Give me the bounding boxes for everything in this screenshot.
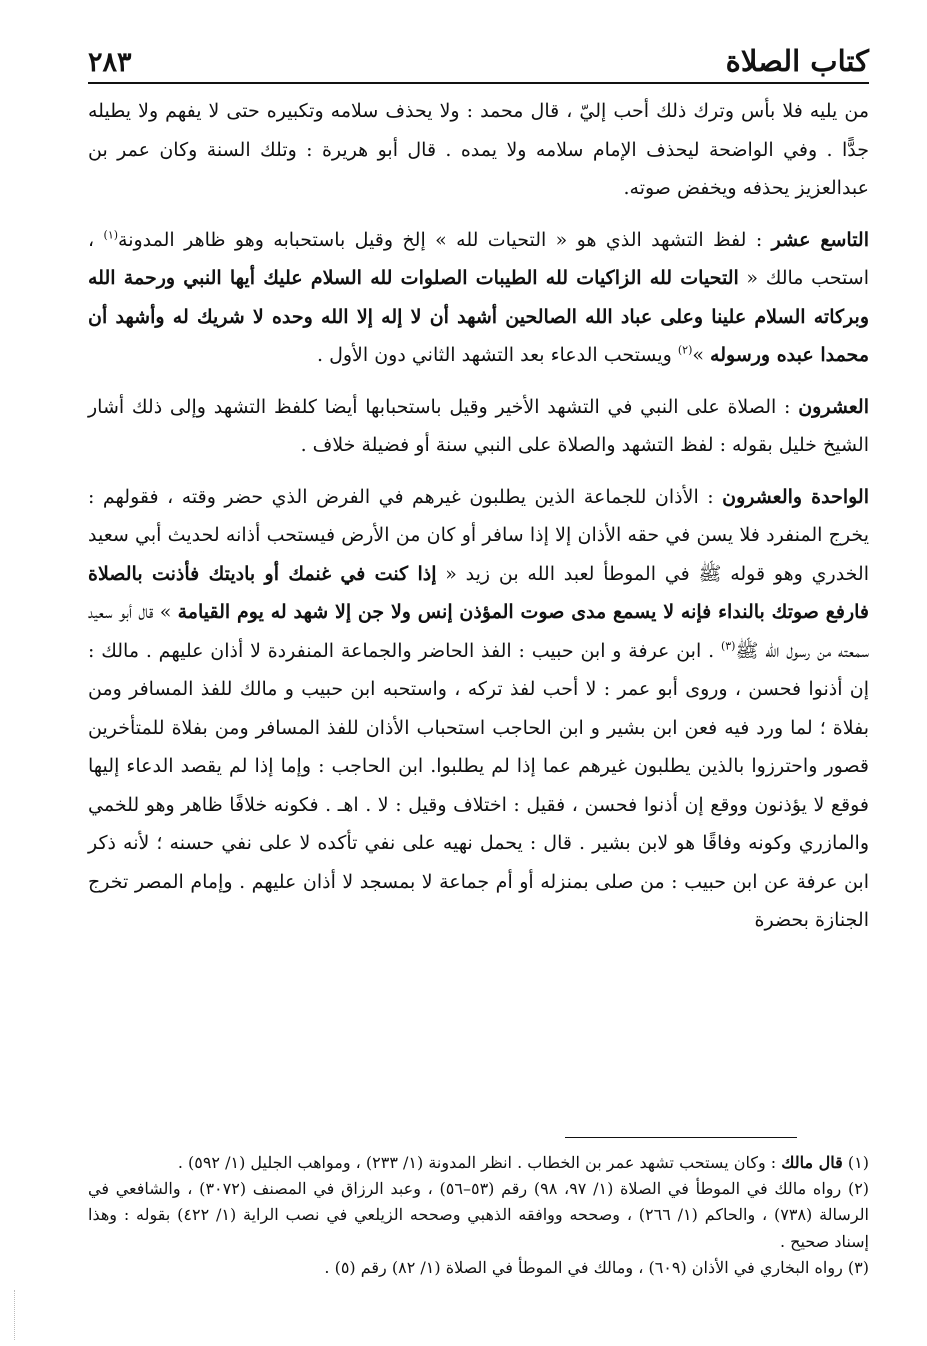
footnote-lead: قال مالك xyxy=(781,1153,843,1172)
footnote-number: (١) xyxy=(847,1153,869,1172)
footnote-ref: (٣) xyxy=(720,639,736,653)
footnote-text: : وكان يستحب تشهد عمر بن الخطاب . انظر المدونة (١/ ٢٣٣) ، ومواهب الجليل (١/ ٥٩٢) . xyxy=(177,1153,782,1172)
paragraph-twentieth xyxy=(88,388,869,465)
paragraph-text: » xyxy=(692,344,711,366)
paragraph-twenty-first xyxy=(88,478,869,940)
footnote-separator xyxy=(565,1137,797,1138)
tashahhud-text: التحيات لله الزاكيات لله الطيبات الصلوات لله السلام عليك أيها النبي ورحمة الله وبركاته السلام علينا وعلى عباد الله الصالحين أشهد أن لا إله إلا الله وحده لا شريك له وأشهد أن محمدا عبده ورسوله xyxy=(88,267,869,366)
footnote-number: (٣) xyxy=(847,1257,869,1277)
footnote-ref: (٢) xyxy=(677,343,693,357)
footnote-text: رواه البخاري في الأذان (٦٠٩) ، ومالك في الموطأ في الصلاة (١/ ٨٢) رقم (٥) . xyxy=(324,1257,843,1277)
paragraph-text: . ابن عرفة و ابن حبيب : الفذ الحاضر والجماعة المنفردة لا أذان عليهم . مالك : إن أذنوا فحسن ، وروى أبو عمر : لا أحب لفذ تركه ، واستحبه ابن حبيب و مالك للفذ المسافر ومن بفلاة ؛ لما ورد فيه فعن ابن بشير و ابن الحاجب استحباب الأذان للفذ المسافر ومن بفلاة للمتأخرين قصور واحترزوا بالذين يطلبون غيرهم عما إذا لم يطلبوا. ابن الحاجب : وإما إذا لم يقصد الدعاء إليها فوقع لا يؤذنون ووقع إن أذنوا فحسن ، فقيل : اختلاف وقيل : لا . اهـ . فكونه خلافًا ظاهر وهو للخمي والمازري وكونه وفاقًا هو لابن بشير . قال : يحمل نهيه على نفي تأكده لا على نفي حسنه ؛ لأنه ذكر ابن عرفة عن ابن حبيب : من صلى بمنزله أو أم جماعة لا بمسجد لا أذان عليهم . وإمام المصر تخرج الجنازة بحضرة xyxy=(88,639,870,931)
footnote-text: رواه مالك في الموطأ في الصلاة (١/ ٩٧، ٩٨) رقم (٥٣–٥٦) ، وعبد الرزاق في المصنف (٣٠٧٢) ، والشافعي في الرسالة (٧٣٨) ، والحاكم (١/ ٢٦٦) ، وصححه ووافقه الذهبي وصححه الزيلعي في نصب الراية (١/ ٤٢٢) بقوله : وهذا إسناد صحيح . xyxy=(88,1179,869,1251)
scan-margin-marks xyxy=(14,1290,23,1340)
footnotes xyxy=(88,1150,869,1281)
page-number: ٢٨٣ xyxy=(88,47,132,78)
chapter-title: كتاب الصلاة xyxy=(725,44,869,78)
paragraph-text: ويستحب الدعاء بعد التشهد الثاني دون الأول . xyxy=(317,344,678,366)
paragraph-continuation xyxy=(88,92,869,208)
footnote-ref: (١) xyxy=(103,228,119,242)
paragraph-text: ، استحب مالك « xyxy=(88,228,869,289)
paragraph-nineteenth xyxy=(88,221,869,375)
paragraph-lead: التاسع عشر xyxy=(771,228,869,251)
paragraph-text: » قال أبو سعيد سمعته من رسول الله ﷺ xyxy=(88,601,869,662)
paragraph-text: : الصلاة على النبي في التشهد الأخير وقيل باستحبابها أيضا كلفظ التشهد وإلى ذلك أشار الشيخ خليل بقوله : لفظ التشهد والصلاة على النبي سنة أو فضيلة خلاف . xyxy=(88,395,869,456)
paragraph-lead: العشرون xyxy=(798,395,869,418)
page-header xyxy=(88,38,869,84)
paragraph-lead: الواحدة والعشرون xyxy=(722,485,869,508)
main-text xyxy=(88,92,869,940)
paragraph-text: : لفظ التشهد الذي هو « التحيات لله » إلخ وقيل باستحبابه وهو ظاهر المدونة xyxy=(118,228,772,251)
footnote-item xyxy=(88,1255,869,1281)
footnote-item xyxy=(88,1176,869,1255)
footnote-item xyxy=(88,1150,869,1176)
footnote-number: (٢) xyxy=(847,1179,870,1199)
paragraph-text: من يليه فلا بأس وترك ذلك أحب إليّ ، قال محمد : ولا يحذف سلامه وتكبيره حتى لا يفهم ولا يطيله جدًّا . وفي الواضحة ليحذف الإمام سلامه ولا يمده . قال أبو هريرة : وتلك السنة وكان عمر بن عبدالعزيز يحذفه ويخفض صوته. xyxy=(88,100,869,199)
paragraph-text: : الأذان للجماعة الذين يطلبون غيرهم في الفرض الذي حضر وقته ، فقولهم : يخرج المنفرد فلا يسن في حقه الأذان إلا إذا سافر أو كان من الأرض فيستحب أذانه لحديث أبي سعيد الخدري وهو قوله ﷺ في الموطأ لعبد الله بن زيد « xyxy=(88,485,869,585)
hadith-text: إذا كنت في غنمك أو باديتك فأذنت بالصلاة فارفع صوتك بالنداء فإنه لا يسمع مدى صوت المؤذن إنس ولا جن إلا شهد له يوم القيامة xyxy=(88,562,869,623)
